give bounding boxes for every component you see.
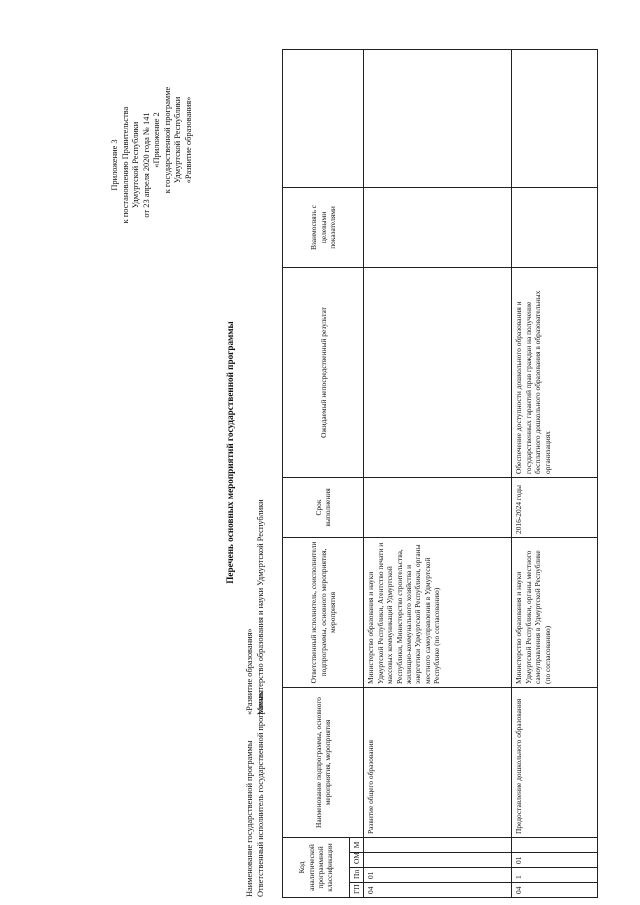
row-gp: 04	[364, 883, 512, 898]
annex-2-header	[152, 45, 194, 235]
row-link	[512, 187, 598, 267]
code-group-header: Код аналитической программной классификации	[283, 837, 350, 897]
row-term	[364, 477, 512, 537]
row-om: 01	[512, 853, 598, 868]
annex-2-line: «Развитие образования»	[183, 96, 193, 184]
row-om	[364, 853, 512, 868]
row-result: Обеспечение доступности дошкольного образования и государственных гарантий прав граждан на получение бесплатного дошкольного образования в образовательных организациях	[512, 267, 598, 477]
row-pp: 1	[512, 868, 598, 883]
row-name: Развитие общего образования	[364, 687, 512, 837]
annex-2-line: Удмуртской Республики	[173, 96, 183, 184]
header-row	[283, 49, 350, 897]
row-gp: 04	[512, 883, 598, 898]
annex-3-line: Удмуртской Республики	[131, 121, 141, 209]
row-pp: 01	[364, 868, 512, 883]
annex-3-line: Приложение 3	[110, 139, 119, 191]
om-header: ОМ	[350, 853, 364, 868]
pp-header: Пп	[350, 868, 364, 883]
table-row	[512, 49, 598, 897]
gp-header: ГП	[350, 883, 364, 898]
row-m	[364, 837, 512, 852]
row-blank	[364, 49, 512, 187]
m-header: М	[350, 837, 364, 852]
executor-header: Ответственный исполнитель, соисполнители подпрограммы, основного мероприятия, мероприятия	[283, 537, 364, 687]
row-executor: Министерство образования и науки Удмуртской Республики, органы местного самоуправления в Удмуртской Республике (по согласованию)	[512, 537, 598, 687]
program-name-label: Наименование государственной программы	[245, 740, 254, 897]
annex-2-line: к государственной программе	[162, 86, 172, 194]
link-header: Взаимосвязь с целевыми показателями	[283, 187, 364, 267]
row-term: 2016-2024 годы	[512, 477, 598, 537]
annex-3-line: от 23 апреля 2020 года № 141	[141, 112, 151, 218]
term-header: Срок выполнения	[283, 477, 364, 537]
annex-2-line: «Приложение 2	[152, 112, 161, 168]
activities-table	[282, 49, 598, 898]
row-m	[512, 837, 598, 852]
blank-header	[283, 49, 364, 187]
row-link	[364, 187, 512, 267]
row-name: Предоставление дошкольного образования	[512, 687, 598, 837]
annex-3-header	[110, 65, 152, 265]
document-title: Перечень основных мероприятий государственной программы	[225, 321, 235, 584]
result-header: Ожидаемый непосредственный результат	[283, 267, 364, 477]
row-result	[364, 267, 512, 477]
program-executor-label: Ответственный исполнитель государственной программы	[256, 690, 265, 897]
row-executor: Министерство образования и науки Удмуртской Республики, Агентство печати и массовых коммуникаций Удмуртской Республики, Министерство строительства, жилищно-коммунального хозяйства и энергетики Удмуртской Республики, органы местного самоуправления в Удмуртской Республике (по согласованию)	[364, 537, 512, 687]
row-blank	[512, 49, 598, 187]
program-info	[244, 499, 266, 897]
annex-3-line: к постановлению Правительства	[120, 106, 130, 224]
name-header: Наименование подпрограммы, основного мероприятия, мероприятия	[283, 687, 364, 837]
program-name-value: «Развитие образования»	[245, 628, 254, 715]
table-row	[364, 49, 512, 897]
program-executor-value: Министерство образования и науки Удмуртской Республики	[256, 499, 265, 715]
